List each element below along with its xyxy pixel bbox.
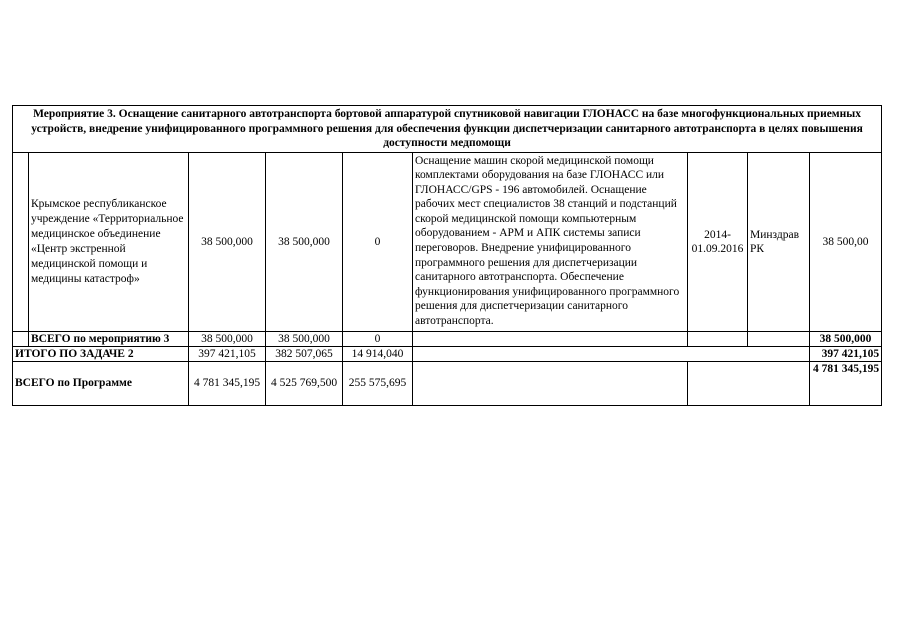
blank-cell [413, 346, 810, 361]
budget-table [12, 105, 882, 406]
result-cell: 38 500,00 [810, 152, 882, 331]
task-total-row [13, 346, 882, 361]
blank-cell [413, 331, 688, 346]
blank-cell [13, 331, 29, 346]
event-total-row [13, 331, 882, 346]
event-total-result: 38 500,000 [810, 331, 882, 346]
program-total-col2: 4 525 769,500 [266, 361, 343, 405]
event-total-col2: 38 500,000 [266, 331, 343, 346]
task-total-col2: 382 507,065 [266, 346, 343, 361]
task-total-result: 397 421,105 [810, 346, 882, 361]
blank-cell [688, 361, 810, 405]
blank-cell [413, 361, 688, 405]
event-total-col1: 38 500,000 [189, 331, 266, 346]
program-total-row [13, 361, 882, 405]
task-total-label: ИТОГО ПО ЗАДАЧЕ 2 [13, 346, 189, 361]
task-total-col1: 397 421,105 [189, 346, 266, 361]
blank-cell [13, 152, 29, 331]
amount-total-cell: 38 500,000 [189, 152, 266, 331]
section-title: Мероприятие 3. Оснащение санитарного автотранспорта бортовой аппаратурой спутниковой навигации ГЛОНАСС на базе многофункциональных приемных устройств, внедрение унифицированного программного решения для обеспечения функции диспетчеризации санитарного автотранспорта в целях повышения доступности медпомощи [13, 106, 882, 153]
task-total-col3: 14 914,040 [343, 346, 413, 361]
organization-cell: Крымское республиканское учреждение «Территориальное медицинское объединение «Центр экстренной медицинской помощи и медицины катастроф» [29, 152, 189, 331]
amount-other-cell: 0 [343, 152, 413, 331]
blank-cell [688, 331, 748, 346]
blank-cell [748, 331, 810, 346]
amount-budget-cell: 38 500,000 [266, 152, 343, 331]
responsible-cell: Минздрав РК [748, 152, 810, 331]
description-cell: Оснащение машин скорой медицинской помощи комплектами оборудования на базе ГЛОНАСС или ГЛОНАСС/GPS - 196 автомобилей. Оснащение рабочих мест специалистов 38 станций и подстанций скорой медицинской помощи компьютерным оборудованием - АРМ и АПК системы записи переговоров. Внедрение унифицированного программного решения для диспетчеризации санитарного автотранспорта. Обеспечение функционирования унифицированного программного решения для диспетчеризации санитарного автотранспорта. [413, 152, 688, 331]
program-total-label: ВСЕГО по Программе [13, 361, 189, 405]
event-total-col3: 0 [343, 331, 413, 346]
event-total-label: ВСЕГО по мероприятию 3 [29, 331, 189, 346]
program-total-col3: 255 575,695 [343, 361, 413, 405]
program-total-col1: 4 781 345,195 [189, 361, 266, 405]
table-row [13, 152, 882, 331]
period-cell: 2014-01.09.2016 [688, 152, 748, 331]
table-title-row [13, 106, 882, 153]
program-total-result: 4 781 345,195 [810, 361, 882, 405]
